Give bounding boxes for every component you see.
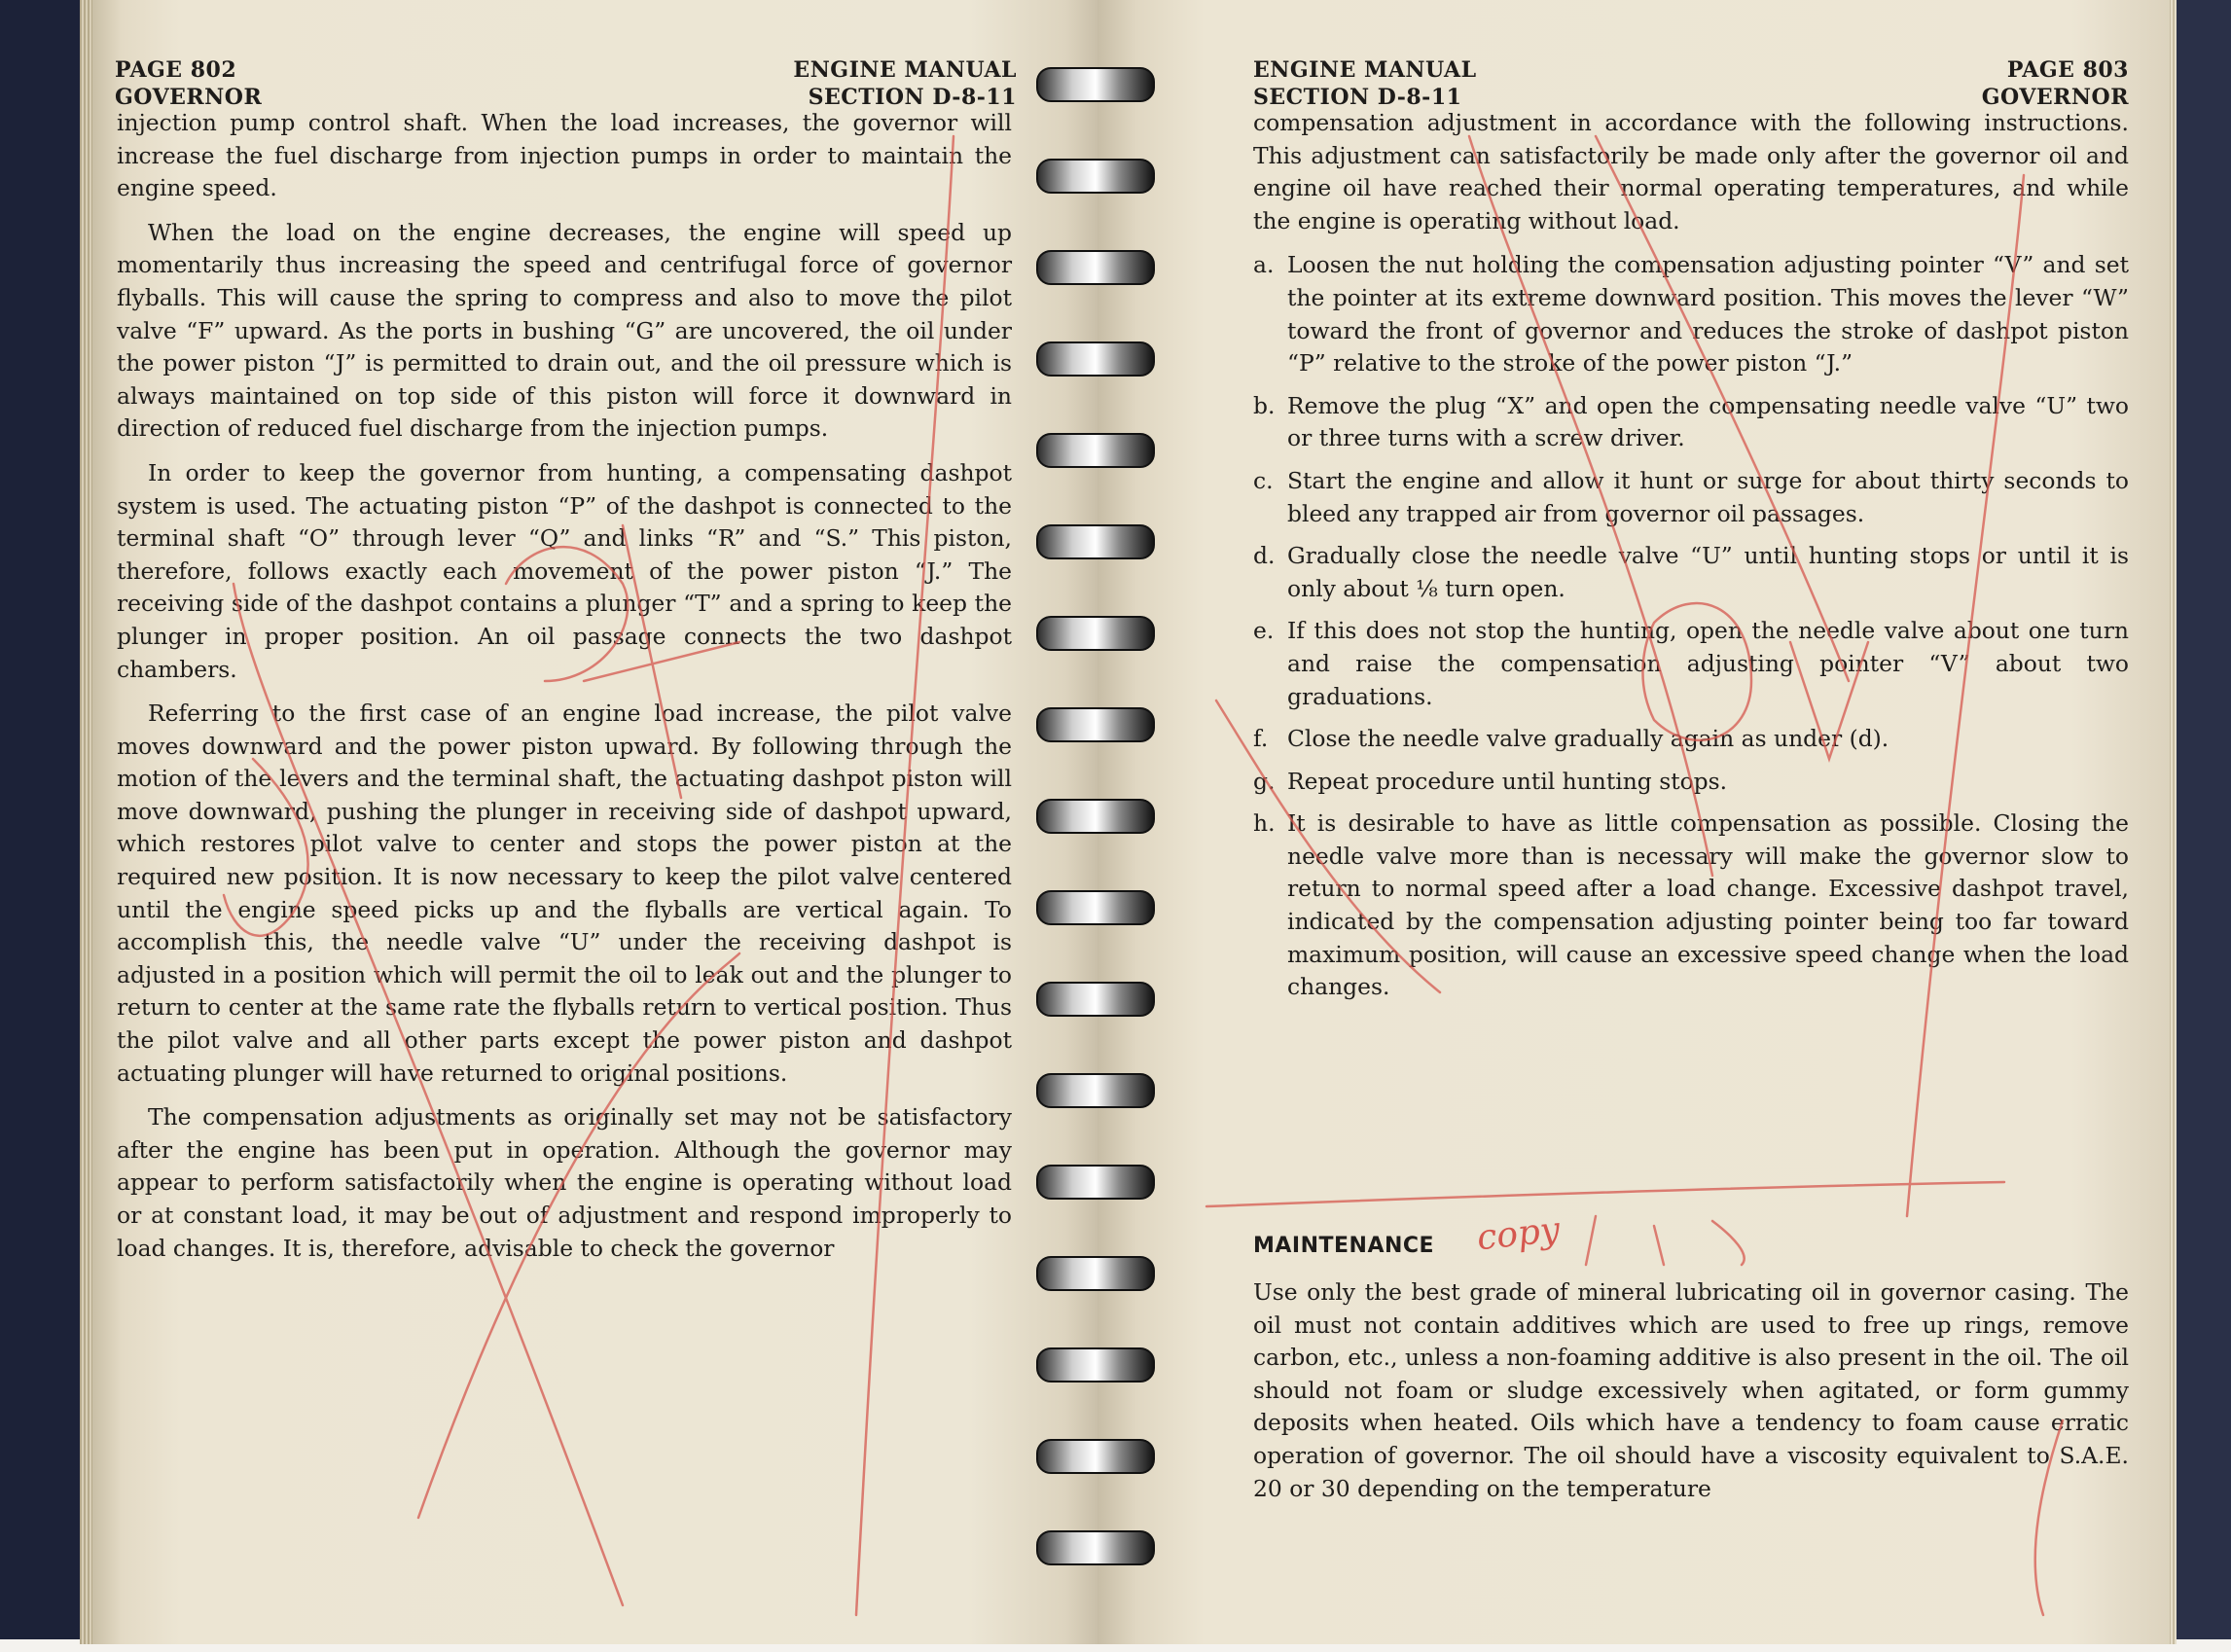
- maintenance-paragraph: Use only the best grade of mineral lubricating oil in governor casing. The oil must not contain additives which are used to free up rings, remove carbon, etc., unless a non-foaming additive is also present in the oil. The oil should not foam or sludge excessively when agitated, or form gummy deposits when heated. Oils which have a tendency to foam cause erratic operation of governor. The oil should have a viscosity equivalent to S.A.E. 20 or 30 depending on the temperature: [1253, 1278, 2129, 1502]
- maintenance-heading: MAINTENANCE: [1253, 1234, 1435, 1258]
- step-text: It is desirable to have as little compensation as possible. Closing the needle valve more than is necessary will make the governor slow to return to normal speed after a load change. Excessive dashpot travel, indicated by the compensation adjusting pointer being too far toward maximum position, will cause an excessive speed change when the load changes.: [1287, 809, 2129, 1001]
- left-page: [92, 0, 1099, 1644]
- step-text: If this does not stop the hunting, open the needle valve about one turn and raise the compensation adjusting pointer “V” about two graduations.: [1287, 617, 2129, 710]
- section-code: SECTION D-8-11: [1253, 85, 1462, 110]
- paragraph: injection pump control shaft. When the load increases, the governor will increase the fuel discharge from injection pumps in order to maintain the engine speed.: [117, 109, 1012, 202]
- step-marker: h.: [1253, 809, 1276, 838]
- step-marker: d.: [1253, 542, 1276, 570]
- step-marker: g.: [1253, 767, 1276, 795]
- step-marker: c.: [1253, 466, 1274, 494]
- manual-title: ENGINE MANUAL: [1253, 57, 1477, 83]
- paragraph: When the load on the engine decreases, the engine will speed up momentarily thus increasing the speed and centrifugal force of governor flyballs. This will cause the spring to compress and also to move the pilot valve “F” upward. As the ports in bushing “G” are uncovered, the oil under the power piston “J” is permitted to drain out, and the oil pressure which is always maintained on top side of this piston will force it downward in direction of reduced fuel discharge from the injection pumps.: [117, 218, 1012, 443]
- paragraph: Referring to the first case of an engine load increase, the pilot valve moves downward and the power piston upward. By following through the motion of the levers and the terminal shaft, the actuating dashpot piston will move downward, pushing the plunger in receiving side of dashpot upward, which restores pilot valve to center and stops the power piston at the required new position. It is now necessary to keep the pilot valve centered until the engine speed picks up and the flyballs are vertical again. To accomplish this, the needle valve “U” under the receiving dashpot is adjusted in a position which will permit the oil to leak out and the plunger to return to center at the same rate the flyballs return to vertical position. Thus the pilot valve and all other parts except the power piston and dashpot actuating plunger will have returned to original positions.: [117, 700, 1012, 1087]
- step-item: [1253, 390, 2129, 455]
- step-marker: b.: [1253, 391, 1276, 419]
- right-page: [1098, 0, 2170, 1644]
- step-text: Repeat procedure until hunting stops.: [1287, 767, 1728, 795]
- maintenance-text: [1253, 1276, 2129, 1517]
- chapter-name: GOVERNOR: [115, 85, 263, 110]
- step-text: Loosen the nut holding the compensation adjusting pointer “V” and set the pointer at its extreme downward position. This moves the lever “W” toward the front of governor and reduces the stroke of dashpot piston “P” relative to the stroke of the power piston “J.”: [1287, 251, 2129, 377]
- step-text: Close the needle valve gradually again as under (d).: [1287, 725, 1889, 753]
- paragraph: In order to keep the governor from hunting, a compensating dashpot system is used. The actuating piston “P” of the dashpot is connected to the terminal shaft “O” through lever “Q” and links “R” and “S.” This piston, therefore, follows exactly each movement of the power piston “J.” The receiving side of the dashpot contains a plunger “T” and a spring to keep the plunger in proper position. An oil passage connects the two dashpot chambers.: [117, 458, 1012, 683]
- right-header-right: [1982, 56, 2129, 111]
- spiral-binding: [1031, 58, 1168, 1634]
- left-header-left: [115, 56, 262, 111]
- step-item: [1253, 465, 2129, 530]
- step-text: Gradually close the needle valve “U” until hunting stops or until it is only about ⅛ turn open.: [1287, 542, 2129, 602]
- page-number: PAGE 802: [115, 57, 237, 83]
- step-item: [1253, 808, 2129, 1004]
- spiral-coils: [1031, 58, 1168, 1634]
- intro-paragraph: compensation adjustment in accordance with the following instructions. This adjustment can satisfactorily be made only after the governor oil and engine oil have reached their normal operating temperatures, and while the engine is operating without load.: [1253, 109, 2129, 234]
- left-header-right: [793, 56, 1017, 111]
- right-header-left: [1253, 56, 1477, 111]
- coil-group: [1037, 68, 1154, 1564]
- step-text: Start the engine and allow it hunt or surge for about thirty seconds to bleed any trapped air from governor oil passages.: [1287, 466, 2129, 527]
- page-number: PAGE 803: [2006, 57, 2129, 83]
- section-code: SECTION D-8-11: [808, 85, 1017, 110]
- chapter-name: GOVERNOR: [1981, 85, 2129, 110]
- step-item: [1253, 249, 2129, 379]
- step-text: Remove the plug “X” and open the compensating needle valve “U” two or three turns with a screw driver.: [1287, 391, 2129, 452]
- paragraph: The compensation adjustments as originally set may not be satisfactory after the engine has been put in operation. Although the governor may appear to perform satisfactorily when the engine is operating without load or at constant load, it may be out of adjustment and respond improperly to load changes. It is, therefore, advisable to check the governor: [117, 1103, 1012, 1262]
- right-body-text: [1253, 107, 2129, 1014]
- left-body-text: [117, 107, 1012, 1276]
- step-item: [1253, 723, 2129, 756]
- step-item: [1253, 615, 2129, 713]
- adjustment-steps: [1253, 249, 2129, 1003]
- step-item: [1253, 766, 2129, 799]
- step-marker: f.: [1253, 725, 1269, 753]
- step-marker: e.: [1253, 617, 1275, 645]
- step-marker: a.: [1253, 251, 1275, 279]
- handwritten-note: copy: [1475, 1209, 1563, 1259]
- step-item: [1253, 540, 2129, 605]
- manual-title: ENGINE MANUAL: [793, 57, 1017, 83]
